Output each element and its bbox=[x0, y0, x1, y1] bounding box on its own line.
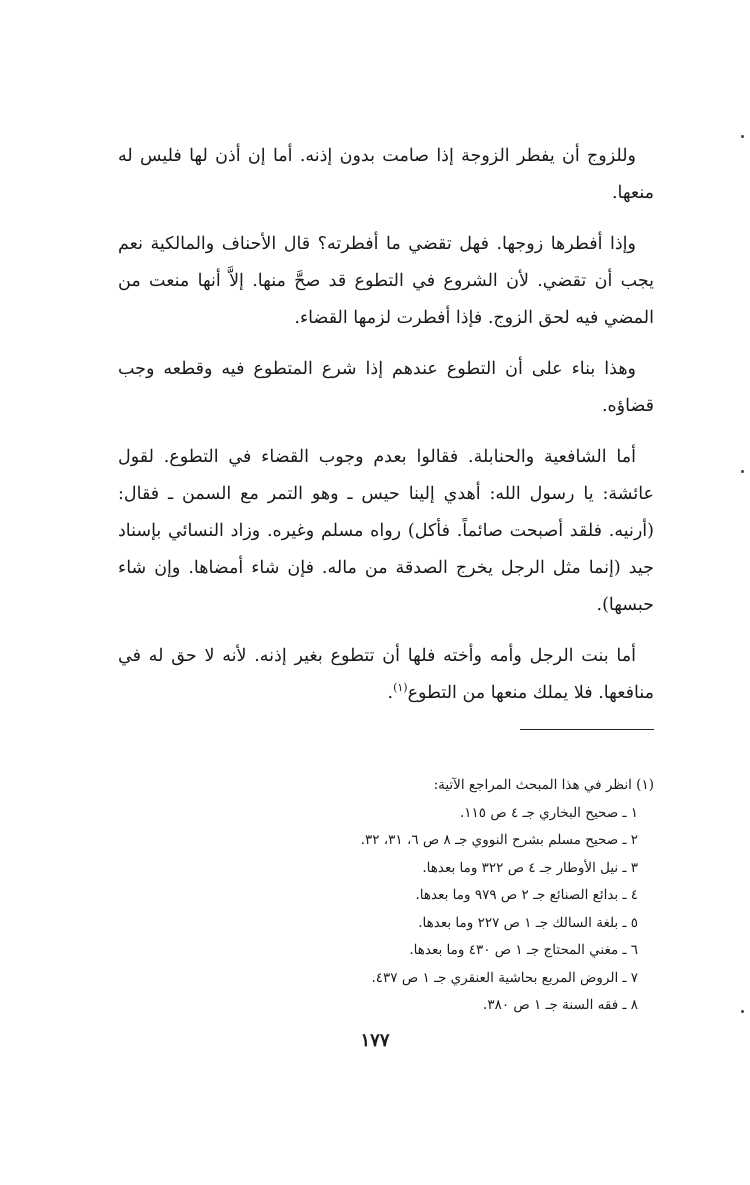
main-text bbox=[118, 138, 654, 726]
footnote-item: ٨ ـ فقه السنة جـ ١ ص ٣٨٠. bbox=[483, 997, 638, 1013]
footnote-item: ١ ـ صحيح البخاري جـ ٤ ص ١١٥. bbox=[459, 804, 638, 821]
footnote-item: ٣ ـ نيل الأوطار جـ ٤ ص ٣٢٢ وما بعدها. bbox=[422, 859, 638, 876]
footnotes bbox=[234, 772, 654, 1020]
paragraph-2: وإذا أفطرها زوجها. فهل تقضي ما أفطرته؟ قال الأحناف والمالكية نعم يجب أن تقضي. لأن الشروع في التطوع قد صحَّ منها. إلاَّ أنها منعت من المضي فيه لحق الزوج. فإذا أفطرت لزمها القضاء. bbox=[118, 234, 654, 328]
footnote-item: ٥ ـ بلغة السالك جـ ١ ص ٢٢٧ وما بعدها. bbox=[418, 914, 638, 931]
footnote-intro: (١) انظر في هذا المبحث المراجع الآتية: bbox=[433, 777, 654, 793]
footnote-separator bbox=[520, 729, 654, 730]
scan-edge-mark bbox=[741, 135, 744, 138]
footnote-item: ٦ ـ مغني المحتاج جـ ١ ص ٤٣٠ وما بعدها. bbox=[409, 942, 638, 958]
paragraph-3: وهذا بناء على أن التطوع عندهم إذا شرع المتطوع فيه وقطعه وجب قضاؤه. bbox=[118, 359, 654, 416]
page-number: ١٧٧ bbox=[360, 1030, 390, 1051]
paragraph-1: وللزوج أن يفطر الزوجة إذا صامت بدون إذنه. أما إن أذن لها فليس له منعها. bbox=[118, 146, 654, 203]
footnote-reference: (١) bbox=[393, 681, 408, 695]
paragraph-4: أما الشافعية والحنابلة. فقالوا بعدم وجوب القضاء في التطوع. لقول عائشة: يا رسول الله: أهدي إلينا حيس ـ وهو التمر مع السمن ـ فقال: (أرنيه. فلقد أصبحت صائماً. فأكل) رواه مسلم وغيره. وزاد النسائي بإسناد جيد (إنما مثل الرجل يخرج الصدقة من ماله. فإن شاء أمضاها. وإن شاء حبسها). bbox=[118, 447, 654, 615]
footnote-item: ٤ ـ بدائع الصنائع جـ ٢ ص ٩٧٩ وما بعدها. bbox=[415, 887, 638, 903]
paragraph-5 bbox=[118, 638, 654, 712]
footnote-item: ٧ ـ الروض المربع بحاشية العنقري جـ ١ ص ٤٣٧. bbox=[371, 969, 638, 986]
paragraph-5-text: أما بنت الرجل وأمه وأخته فلها أن تتطوع بغير إذنه. لأنه لا حق له في منافعها. فلا يملك منعها من التطوع bbox=[118, 646, 654, 703]
footnote-item: ٢ ـ صحيح مسلم بشرح النووي جـ ٨ ص ٦، ٣١، ٣٢. bbox=[360, 832, 638, 848]
paragraph-5-end: . bbox=[387, 683, 394, 703]
scan-edge-mark bbox=[741, 1010, 744, 1013]
scan-edge-mark bbox=[741, 470, 744, 473]
